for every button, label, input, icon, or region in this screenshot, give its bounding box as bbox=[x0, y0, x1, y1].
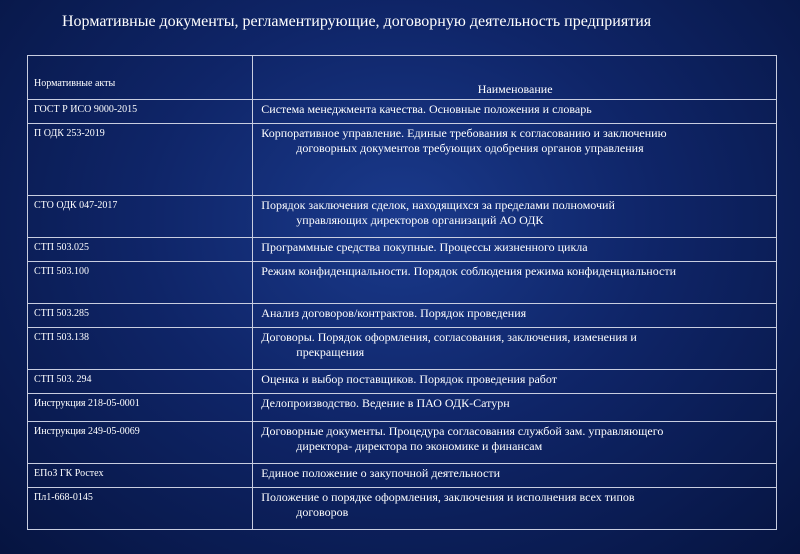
table-row bbox=[28, 262, 777, 304]
row-code: СТП 503.138 bbox=[28, 328, 253, 370]
table-header-row bbox=[28, 56, 777, 100]
table-row bbox=[28, 464, 777, 488]
header-name: Наименование bbox=[253, 56, 777, 100]
row-name-line2: директора- директора по экономике и финансам bbox=[296, 439, 543, 453]
row-name bbox=[253, 196, 777, 238]
row-name-line1: Оценка и выбор поставщиков. Порядок проведения работ bbox=[261, 372, 557, 386]
row-name bbox=[253, 238, 777, 262]
row-name bbox=[253, 422, 777, 464]
row-name-line2: договоров bbox=[296, 505, 349, 519]
row-code: СТП 503.100 bbox=[28, 262, 253, 304]
row-code: ЕПоЗ ГК Ростех bbox=[28, 464, 253, 488]
row-name-line1: Режим конфиденциальности. Порядок соблюдения режима конфиденциальности bbox=[261, 264, 676, 278]
table-row bbox=[28, 370, 777, 394]
row-code: П ОДК 253-2019 bbox=[28, 124, 253, 196]
row-name-line2: прекращения bbox=[296, 345, 365, 359]
row-code: Пл1-668-0145 bbox=[28, 488, 253, 530]
row-name-line1: Порядок заключения сделок, находящихся за пределами полномочий bbox=[261, 198, 615, 212]
table-row bbox=[28, 238, 777, 262]
table-row bbox=[28, 304, 777, 328]
row-name-line1: Договоры. Порядок оформления, согласования, заключения, изменения и bbox=[261, 330, 637, 344]
row-name-line1: Анализ договоров/контрактов. Порядок проведения bbox=[261, 306, 527, 320]
row-name-line1: Единое положение о закупочной деятельности bbox=[261, 466, 501, 480]
row-name bbox=[253, 124, 777, 196]
row-name-line1: Программные средства покупные. Процессы жизненного цикла bbox=[261, 240, 588, 254]
row-name bbox=[253, 328, 777, 370]
row-name bbox=[253, 262, 777, 304]
table-row bbox=[28, 488, 777, 530]
header-code: Нормативные акты bbox=[28, 56, 253, 100]
row-code: СТО ОДК 047-2017 bbox=[28, 196, 253, 238]
row-name bbox=[253, 100, 777, 124]
row-code: Инструкция 249-05-0069 bbox=[28, 422, 253, 464]
table-row bbox=[28, 328, 777, 370]
row-name bbox=[253, 370, 777, 394]
row-code: СТП 503. 294 bbox=[28, 370, 253, 394]
row-name-line1: Договорные документы. Процедура согласования службой зам. управляющего bbox=[261, 424, 664, 438]
table-row bbox=[28, 422, 777, 464]
row-name-line2: управляющих директоров организаций АО ОДК bbox=[296, 213, 544, 227]
table-row bbox=[28, 394, 777, 422]
table-row bbox=[28, 124, 777, 196]
row-name-line1: Делопроизводство. Ведение в ПАО ОДК-Сатурн bbox=[261, 396, 510, 410]
row-name-line1: Система менеджмента качества. Основные положения и словарь bbox=[261, 102, 592, 116]
row-name bbox=[253, 394, 777, 422]
page-title: Нормативные документы, регламентирующие, договорную деятельность предприятия bbox=[62, 13, 652, 30]
row-code: ГОСТ Р ИСО 9000-2015 bbox=[28, 100, 253, 124]
row-name-line2: договорных документов требующих одобрения органов управления bbox=[296, 141, 644, 155]
row-code: СТП 503.025 bbox=[28, 238, 253, 262]
row-code: Инструкция 218-05-0001 bbox=[28, 394, 253, 422]
table-row bbox=[28, 196, 777, 238]
row-name bbox=[253, 488, 777, 530]
row-name bbox=[253, 464, 777, 488]
table-row bbox=[28, 100, 777, 124]
row-name-line1: Положение о порядке оформления, заключения и исполнения всех типов bbox=[261, 490, 635, 504]
documents-table bbox=[27, 55, 777, 530]
row-name bbox=[253, 304, 777, 328]
row-code: СТП 503.285 bbox=[28, 304, 253, 328]
row-name-line1: Корпоративное управление. Единые требования к согласованию и заключению bbox=[261, 126, 667, 140]
